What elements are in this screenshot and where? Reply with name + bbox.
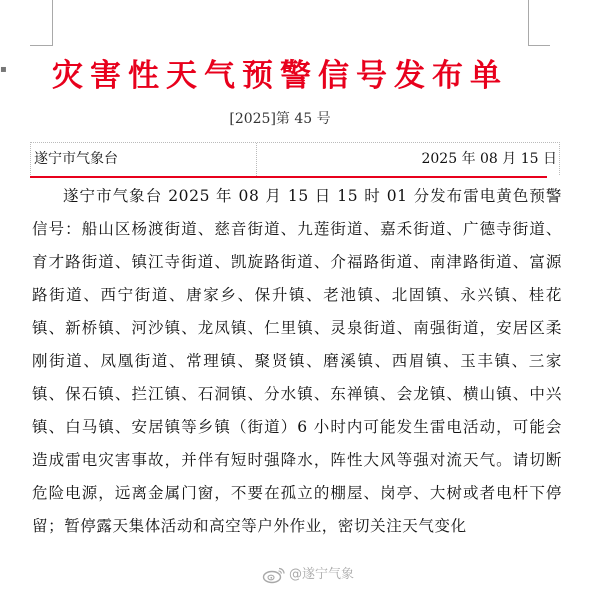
document-title: 灾害性天气预警信号发布单 bbox=[52, 58, 508, 94]
issuer-row-divider bbox=[256, 143, 257, 176]
page-edge-marker-icon: ▪ bbox=[0, 64, 7, 75]
issuer-row bbox=[30, 142, 560, 175]
watermark bbox=[262, 565, 354, 585]
issuer-name: 遂宁市气象台 bbox=[34, 151, 118, 167]
crop-mark-top-left-horizontal bbox=[30, 45, 53, 46]
red-separator-rule bbox=[30, 176, 547, 178]
watermark-text: @遂宁气象 bbox=[289, 567, 355, 582]
crop-mark-top-right-horizontal bbox=[528, 45, 550, 46]
crop-mark-top-left-vertical bbox=[52, 0, 53, 46]
weibo-logo-icon bbox=[262, 566, 286, 584]
crop-mark-top-right-vertical bbox=[528, 0, 529, 46]
document-number: [2025]第 45 号 bbox=[229, 111, 331, 127]
issue-date: 2025 年 08 月 15 日 bbox=[421, 151, 557, 167]
warning-body-text: 遂宁市气象台 2025 年 08 月 15 日 15 时 01 分发布雷电黄色预警信号：船山区杨渡街道、慈音街道、九莲街道、嘉禾街道、广德寺街道、育才路街道、镇江寺街道、凯旋路街道、介福路街道、南津路街道、富源路街道、西宁街道、唐家乡、保升镇、老池镇、北固镇、永兴镇、桂花镇、新桥镇、河沙镇、龙凤镇、仁里镇、灵泉街道、南强街道，安居区柔刚街道、凤凰街道、常理镇、聚贤镇、磨溪镇、西眉镇、玉丰镇、三家镇、保石镇、拦江镇、石洞镇、分水镇、东禅镇、会龙镇、横山镇、中兴镇、白马镇、安居镇等乡镇（街道）6 小时内可能发生雷电活动，可能会造成雷电灾害事故，并伴有短时强降水，阵性大风等强对流天气。请切断危险电源，远离金属门窗，不要在孤立的棚屋、岗亭、大树或者电杆下停留；暂停露天集体活动和高空等户外作业，密切关注天气变化 bbox=[32, 187, 562, 535]
